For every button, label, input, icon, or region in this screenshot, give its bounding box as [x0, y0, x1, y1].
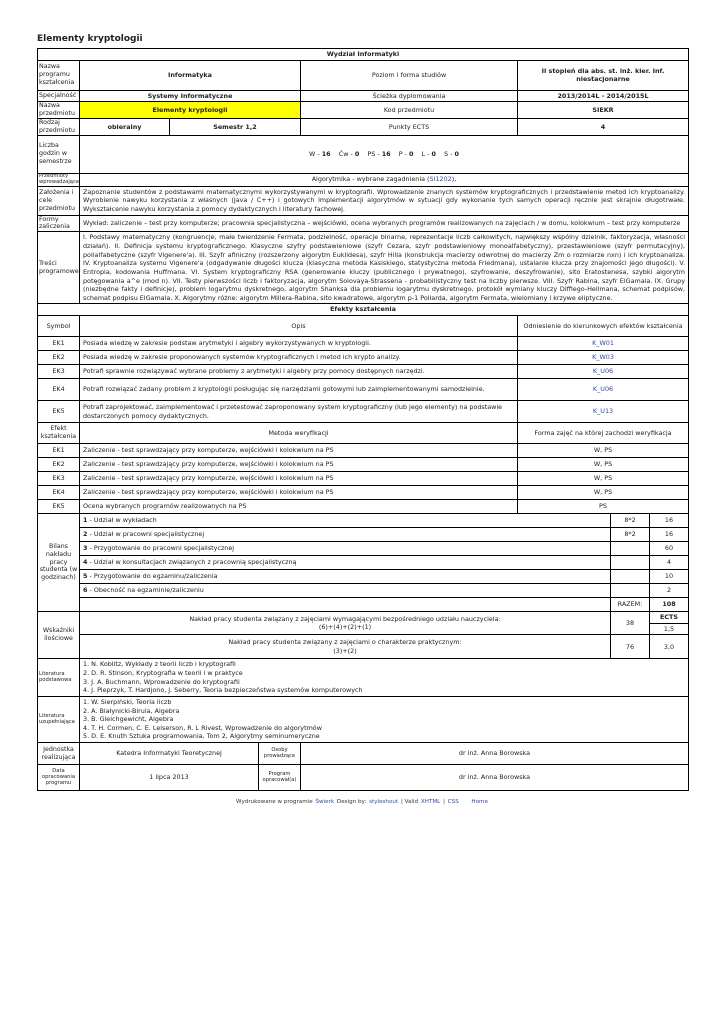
value-prepared-by: dr inż. Anna Borowska — [301, 765, 689, 791]
outcome-description: Potrafi zaprojektować, zaimplementować i przetestować zaproponowany system kryptograficzny (lub jego elementy) na podstawie dostarczonych pomocy dydaktycznych. — [80, 401, 518, 423]
indicator-ects-header: ECTS — [650, 612, 689, 624]
hours-w: W - 16 — [308, 149, 331, 158]
indicator-direct-hours: 38 — [611, 612, 650, 635]
label-workload: Bilans nakładu pracy studenta (w godzinach) — [38, 514, 80, 612]
label-ects: Punkty ECTS — [301, 119, 518, 136]
label-prep-date: Data opracowania programu — [38, 765, 80, 791]
lit-basic-item: 3. J. A. Buchmann, Wprowadzenie do kryptografii — [83, 677, 240, 686]
value-years: 2013/2014L - 2014/2015L — [518, 90, 689, 102]
verify-symbol: EK4 — [38, 486, 80, 500]
label-program: Nazwa programu kształcenia — [38, 60, 80, 90]
outcomes-header-reference: Odniesienie do kierunkowych efektów kształcenia — [518, 316, 689, 337]
value-subject-name: Elementy kryptologii — [80, 102, 301, 119]
outcomes-header-symbol: Symbol — [38, 316, 80, 337]
outcome-reference-link[interactable]: K_U13 — [518, 401, 689, 423]
hours-l: L - 0 — [421, 149, 436, 158]
indicator-direct-ects: 1,5 — [650, 623, 689, 635]
label-leaders: Osoby prowadzące — [259, 743, 301, 765]
value-assessment: Wykład: zaliczenie – test przy komputerze; pracownia specjalistyczna – wejściówki, ocena wybranych programów realizowanych na zajęciach / w domu, kolokwium – test przy komputerze — [80, 215, 689, 232]
workload-mult — [611, 584, 650, 598]
workload-mult — [611, 556, 650, 570]
label-indicators: Wskaźniki ilościowe — [38, 612, 80, 659]
workload-item: 1 - Udział w wykładach — [80, 514, 611, 528]
outcome-reference-link[interactable]: K_U06 — [518, 365, 689, 379]
value-goals: Zapoznanie studentów z podstawami matematycznymi wykorzystywanymi w kryptografii. Wprowadzenie znanych systemów kryptograficznych i przedstawienie metod ich kryptoanalizy. Wyrobienie nawyku korzystania z własnych (Java / C++) i gotowych implementacji algorytmów w sytuacji gdy wykonanie tych samych operacji ręcznie jest skrajnie długotrwałe. Wykształcenie nawyku korzystania z pomocy dydaktycznych i literatury fachowej. — [80, 186, 689, 215]
lit-extra-item: 5. D. E. Knuth Sztuka programowania, Tom 2, Algorytmy seminumeryczne — [83, 732, 320, 741]
indicator-practical-hours: 76 — [611, 635, 650, 659]
value-unit: Katedra Informatyki Teoretycznej — [80, 743, 259, 765]
department-header: Wydział Informatyki — [38, 49, 689, 61]
value-leaders: dr inż. Anna Borowska — [301, 743, 689, 765]
value-intro-subjects: Algorytmika - wybrane zagadnienia (SI1202), — [80, 173, 689, 186]
indicator-direct: Nakład pracy studenta związany z zajęciami wymagającymi bezpośredniego udziału nauczyciela: (6)+(4)+(2)+(1) — [80, 612, 611, 635]
workload-total-value: 108 — [650, 598, 689, 612]
label-lit-basic: Literatura podstawowa — [38, 659, 80, 697]
outcome-symbol: EK4 — [38, 379, 80, 401]
outcome-symbol: EK2 — [38, 351, 80, 365]
verify-form: W, PS — [518, 444, 689, 458]
workload-value: 4 — [650, 556, 689, 570]
outcome-reference-link[interactable]: K_W03 — [518, 351, 689, 365]
workload-value: 16 — [650, 528, 689, 542]
lit-extra-list — [80, 696, 689, 742]
swierk-link[interactable]: Świerk — [315, 799, 335, 806]
outcome-description: Posiada wiedzę w zakresie proponowanych systemów kryptograficznych i metod ich krypto analizy. — [80, 351, 518, 365]
hours-ps: PS - 16 — [367, 149, 391, 158]
label-unit: Jednostka realizująca — [38, 743, 80, 765]
workload-mult: 8*2 — [611, 514, 650, 528]
workload-item: 4 - Udział w konsultacjach związanych z pracownią specjalistyczną — [80, 556, 611, 570]
verify-method: Ocena wybranych programów realizowanych na PS — [80, 500, 518, 514]
value-content: I. Podstawy matematyczny (kongruencje, małe twierdzenie Fermata, podzielność, operacje binarne, reprezentacje liczb całkowitych, największy wspólny dzielnik, faktoryzacja, własności działań). II. Definicja systemu kryptograficznego. Klasyczne szyfry podstawieniowe (szyfr Cezara, szyfr podstawieniowy monoalfabetyczny), przestawieniowe (szyfr permutacyjny), polialfabetyczne (szyfr Vigenere'a). III. Szyfr afiniczny (rozszerzony algorytm Euklidesa), szyfr Hilla (konstrukcja macierzy odwrotnej do macierzy Zm o rozmiarze nxn) i ich kryptoanaliza. IV. Kryptoanaliza systemu Vigenere'a (odgadywanie długości klucza (klasyczna metoda Kasiskiego, statystyczna metoda Friedmana), ustalanie klucza przy znajomości jego długości). V. Entropia, kodowania Huffmana. VI. System kryptograficzny RSA (generowanie kluczy (publicznego i prywatnego), szyfrowanie, deszyfrowanie), sito Eratostenesa, szybki algorytm potęgowania a^e (mod n). VII. Testy pierwszości liczb i faktoryzacja, algorytm Solovaya-Strassena - probabilistyczny test na liczby pierwsze. VIII. Szyfr Rabina, szyfr ElGamala. IX. Grupy (niezbędne fakty i definicje), problem logarytmu dyskretnego, algorytm Shanksa dla problemu logarytmu dyskretnego, protokół wymiany kluczy Diffiego-Hellmana, schemat podpisów, schemat podpisu ElGamala. X. Algorytmy różne: algorytm Millera-Rabina, sito kwadratowe, algorytm p-1 Pollarda, algorytm Fermata, wielomiany i krzywe eliptyczne. — [80, 232, 689, 304]
verify-header-effect: Efekt kształcenia — [38, 423, 80, 444]
value-subject-code: SIEKR — [518, 102, 689, 119]
lit-basic-item: 1. N. Koblitz, Wykłady z teorii liczb i kryptografii — [83, 660, 236, 669]
outcome-symbol: EK5 — [38, 401, 80, 423]
value-semester: Semestr 1,2 — [170, 119, 301, 136]
lit-basic-item: 2. D. R. Stinson, Kryptografia w teorii i w praktyce — [83, 668, 243, 677]
workload-item: 6 - Obecność na egzaminie/zaliczeniu — [80, 584, 611, 598]
value-level: II stopień dla abs. st. inż. kier. Inf. niestacjonarne — [518, 60, 689, 90]
workload-total-label: RAZEM: — [611, 598, 650, 612]
intro-subject-link[interactable]: SI1202 — [429, 175, 452, 184]
lit-extra-item: 1. W. Sierpiński, Teoria liczb — [83, 697, 172, 706]
outcome-description: Potrafi rozwiązać zadany problem z kryptologii posługując się narzędziami gotowymi lub zaimplementowanymi samodzielnie. — [80, 379, 518, 401]
xhtml-link[interactable]: XHTML — [420, 799, 441, 806]
hours-cw: Ćw - 0 — [338, 149, 360, 158]
label-lit-extra: Literatura uzupełniająca — [38, 696, 80, 742]
lit-basic-list — [80, 659, 689, 697]
outcomes-header-description: Opis — [80, 316, 518, 337]
label-type: Rodzaj przedmiotu — [38, 119, 80, 136]
verify-form: W, PS — [518, 486, 689, 500]
verify-method: Zaliczenie - test sprawdzający przy komputerze, wejściówki i kolokwium na PS — [80, 458, 518, 472]
outcome-symbol: EK1 — [38, 337, 80, 351]
syllabus-table — [37, 48, 689, 791]
css-link[interactable]: CSS — [447, 799, 459, 806]
verify-symbol: EK5 — [38, 500, 80, 514]
label-subject-code: Kod przedmiotu — [301, 102, 518, 119]
label-prepared-by: Program opracował(a) — [259, 765, 301, 791]
label-goals: Założenia i cele przedmiotu — [38, 186, 80, 215]
workload-value: 60 — [650, 542, 689, 556]
label-path: Ścieżka dyplomowania — [301, 90, 518, 102]
hours-s: S - 0 — [444, 149, 459, 158]
workload-mult: 8*2 — [611, 528, 650, 542]
value-ects: 4 — [518, 119, 689, 136]
workload-value: 2 — [650, 584, 689, 598]
outcomes-section-header: Efekty kształcenia — [38, 304, 689, 316]
workload-mult — [611, 542, 650, 556]
label-subject-name: Nazwa przedmiotu — [38, 102, 80, 119]
hours-p: P - 0 — [398, 149, 414, 158]
indicator-practical-ects: 3,0 — [650, 635, 689, 659]
verify-form: PS — [518, 500, 689, 514]
outcome-reference-link[interactable]: K_U06 — [518, 379, 689, 401]
verify-method: Zaliczenie - test sprawdzający przy komputerze, wejściówki i kolokwium na PS — [80, 472, 518, 486]
value-program: Informatyka — [80, 60, 301, 90]
page-footer: Wydrukowane w programie Świerk Design by: styleshout | Valid XHTML | CSS Home — [236, 799, 488, 806]
verify-form: W, PS — [518, 458, 689, 472]
page-title: Elementy kryptologii — [37, 34, 143, 44]
workload-item: 5 - Przygotowanie do egzaminu/zaliczenia — [80, 570, 611, 584]
outcome-description: Posiada wiedzę w zakresie podstaw arytmetyki i algebry wykorzystywanych w kryptologii. — [80, 337, 518, 351]
workload-mult — [611, 570, 650, 584]
lit-extra-item: 4. T. H. Cormen, C. E. Leiserson, R. L Rivest, Wprowadzenie do algorytmów — [83, 723, 322, 732]
lit-extra-item: 2. A. Białynicki-Birula, Algebra — [83, 706, 180, 715]
workload-value: 10 — [650, 570, 689, 584]
label-content: Treści programowe — [38, 232, 80, 304]
verify-symbol: EK3 — [38, 472, 80, 486]
verify-symbol: EK1 — [38, 444, 80, 458]
indicator-practical: Nakład pracy studenta związany z zajęciami o charakterze praktycznym: (3)+(2) — [80, 635, 611, 659]
lit-extra-item: 3. B. Gleichgewicht, Algebra — [83, 715, 174, 724]
label-level: Poziom i forma studiów — [301, 60, 518, 90]
workload-item: 3 - Przygotowanie do pracowni specjalistycznej — [80, 542, 611, 556]
value-specialty: Systemy Informatyczne — [80, 90, 301, 102]
value-type: obieralny — [80, 119, 170, 136]
outcome-symbol: EK3 — [38, 365, 80, 379]
outcome-reference-link[interactable]: K_W01 — [518, 337, 689, 351]
outcome-description: Potrafi sprawnie rozwiązywać wybrane problemy z arytmetyki i algebry przy pomocy dostępnych narzędzi. — [80, 365, 518, 379]
hours-summary — [80, 135, 689, 173]
label-specialty: Specjalność — [38, 90, 80, 102]
label-intro-subjects: Przedmioty wprowadzające — [39, 172, 80, 185]
verify-form: W, PS — [518, 472, 689, 486]
lit-basic-item: 4. J. Pieprzyk, T. Hardjono, J. Seberry, Teoria bezpieczeństwa systemów komputerowych — [83, 686, 363, 695]
label-hours: Liczba godzin w semestrze — [38, 135, 80, 173]
verify-symbol: EK2 — [38, 458, 80, 472]
home-link[interactable]: Home — [471, 799, 488, 806]
verify-method: Zaliczenie - test sprawdzający przy komputerze, wejściówki i kolokwium na PS — [80, 444, 518, 458]
verify-header-form: Forma zajęć na której zachodzi weryfikacja — [518, 423, 689, 444]
workload-value: 16 — [650, 514, 689, 528]
label-assessment: Formy zaliczenia — [38, 215, 80, 232]
styleshout-link[interactable]: styleshout — [369, 799, 399, 806]
verify-header-method: Metoda weryfikacji — [80, 423, 518, 444]
verify-method: Zaliczenie - test sprawdzający przy komputerze, wejściówki i kolokwium na PS — [80, 486, 518, 500]
workload-spacer — [80, 598, 611, 612]
value-prep-date: 1 lipca 2013 — [80, 765, 259, 791]
workload-item: 2 - Udział w pracowni specjalistycznej — [80, 528, 611, 542]
